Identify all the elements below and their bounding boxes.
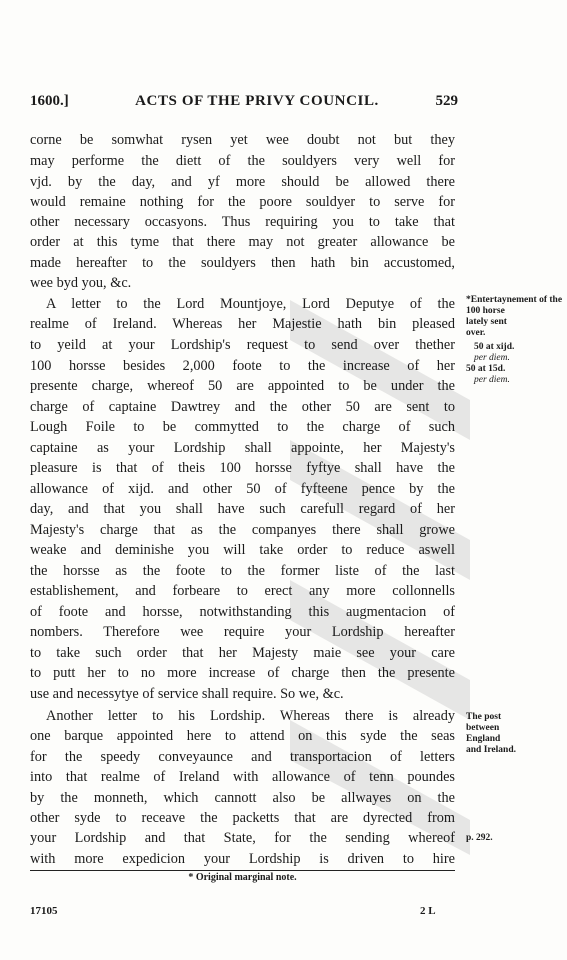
text-line: pleasure is that of theis 100 horsse fyftye shall have the: [30, 460, 455, 476]
text-line: by the monneth, which cannott also be allwayes on the: [30, 790, 455, 806]
margin-note: lately sent: [466, 317, 507, 327]
text-line: weake and deminishe you will take order to reduce aswell: [30, 542, 455, 558]
margin-note: per diem.: [474, 375, 510, 385]
running-header: [30, 93, 458, 117]
text-line: with more expedicion your Lordship is driven to hire: [30, 851, 455, 867]
text-line: wee byd you, &c.: [30, 275, 132, 291]
margin-note: 100 horse: [466, 306, 505, 316]
text-line: the horsse as the foote to the former liste of the last: [30, 563, 455, 579]
text-line: other syde to receave the packetts that are dyrected from: [30, 810, 455, 826]
footnote: * Original marginal note.: [188, 872, 297, 883]
text-line: vjd. by the day, and yf more should be allowed there: [30, 174, 455, 190]
text-line: to yeild at your Lordship's request to send over thether: [30, 337, 455, 353]
text-line: establishement, and forbeare to erect any more collonnells: [30, 583, 455, 599]
text-line: one barque appointed here to attend on this syde the seas: [30, 728, 455, 744]
text-line: Lough Foile to be commytted to the charge of such: [30, 419, 455, 435]
margin-note: *Entertaynement of the: [466, 295, 563, 305]
text-line: made hereafter to the souldyers then hath bin accustomed,: [30, 255, 455, 271]
text-line: to putt her to no more increase of charge then the presente: [30, 665, 455, 681]
margin-note: England: [466, 734, 501, 744]
text-line: allowance of xijd. and other 50 of fyfteene pence by the: [30, 481, 455, 497]
text-line: corne be somwhat rysen yet wee doubt not but they: [30, 132, 455, 148]
text-line: nombers. Therefore wee require your Lordship hereafter: [30, 624, 455, 640]
signature-sheet: 2 L: [420, 905, 436, 917]
margin-note: 50 at xijd.: [474, 342, 515, 352]
text-line: charge of captaine Dawtrey and the other 50 are sent to: [30, 399, 455, 415]
text-line: presente charge, whereof 50 are appointed to be under the: [30, 378, 455, 394]
text-line: for the speedy conveyaunce and transportacion of letters: [30, 749, 455, 765]
text-line: day, and that you shall have such carefull regard of her: [30, 501, 455, 517]
header-title: ACTS OF THE PRIVY COUNCIL.: [135, 93, 379, 109]
page-number: 529: [435, 93, 458, 109]
margin-note: The post: [466, 712, 502, 722]
text-line: realme of Ireland. Whereas her Majestie hath bin pleased: [30, 316, 455, 332]
text-line: A letter to the Lord Mountjoye, Lord Deputye of the: [46, 296, 455, 312]
text-line: your Lordship and that State, for the sending whereof: [30, 830, 455, 846]
margin-note: between: [466, 723, 500, 733]
text-line: 100 horsse besides 2,000 foote to the increase of her: [30, 358, 455, 374]
text-line: order at this tyme that there may not greater allowance be: [30, 234, 455, 250]
margin-note: 50 at 15d.: [466, 364, 506, 374]
margin-note: and Ireland.: [466, 745, 516, 755]
margin-note: over.: [466, 328, 486, 338]
text-line: captaine as your Lordship shall appointe, her Majesty's: [30, 440, 455, 456]
footnote-rule: [30, 870, 455, 871]
margin-note-page-ref: p. 292.: [466, 833, 493, 843]
text-line: Majesty's charge that as the companyes there shall growe: [30, 522, 455, 538]
text-line: use and necessytye of service shall require. So we, &c.: [30, 686, 344, 702]
text-line: into that realme of Ireland with allowance of tenn poundes: [30, 769, 455, 785]
text-line: to take such order that her Majesty maie see your care: [30, 645, 455, 661]
text-line: may performe the diett of the souldyers very well for: [30, 153, 455, 169]
text-line: Another letter to his Lordship. Whereas there is already: [46, 708, 455, 724]
text-line: other necessary occasyons. Thus requiring you to take that: [30, 214, 455, 230]
header-year: 1600.]: [30, 93, 69, 109]
signature-mark: 17105: [30, 905, 58, 917]
margin-note: per diem.: [474, 353, 510, 363]
text-line: would remaine nothing for the poore souldyer to serve for: [30, 194, 455, 210]
text-line: of foote and horsse, notwithstanding this augmentacion of: [30, 604, 455, 620]
